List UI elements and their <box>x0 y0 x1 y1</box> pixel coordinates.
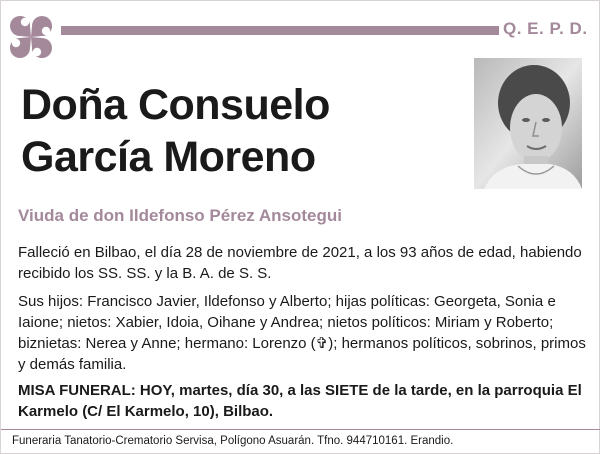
funeral-home-footer: Funeraria Tanatorio-Crematorio Servisa, Polígono Asuarán. Tfno. 944710161. Erandio. <box>12 435 454 447</box>
family-paragraph: Sus hijos: Francisco Javier, Ildefonso y Alberto; hijas políticas: Georgeta, Sonia e Iaione; nietos: Xabier, Idoia, Oihane y Andrea; nietos políticos: Miriam y Roberto; biznietas: Nerea y Anne; hermano: Lorenzo (✞); hermanos políticos, sobrinos, primos y demás familia. <box>18 293 586 373</box>
portrait-image <box>474 58 582 189</box>
widow-subtitle: Viuda de don Ildefonso Pérez Ansotegui <box>18 206 342 225</box>
qepd-label: Q. E. P. D. <box>503 19 588 38</box>
portrait-photo <box>474 58 582 189</box>
name-line-2: García Moreno <box>21 133 316 181</box>
funeral-mass-paragraph: MISA FUNERAL: HOY, martes, día 30, a las SIETE de la tarde, en la parroquia El Karmelo (C/ El Karmelo, 10), Bilbao. <box>18 382 582 420</box>
death-paragraph: Falleció en Bilbao, el día 28 de noviembre de 2021, a los 93 años de edad, habiendo recibido los SS. SS. y la B. A. de S. S. <box>18 244 582 282</box>
footer-rule <box>1 429 600 430</box>
lauburu-icon <box>5 11 57 63</box>
deceased-name <box>21 79 461 183</box>
header-rule <box>61 26 499 35</box>
name-line-1: Doña Consuelo <box>21 81 330 129</box>
